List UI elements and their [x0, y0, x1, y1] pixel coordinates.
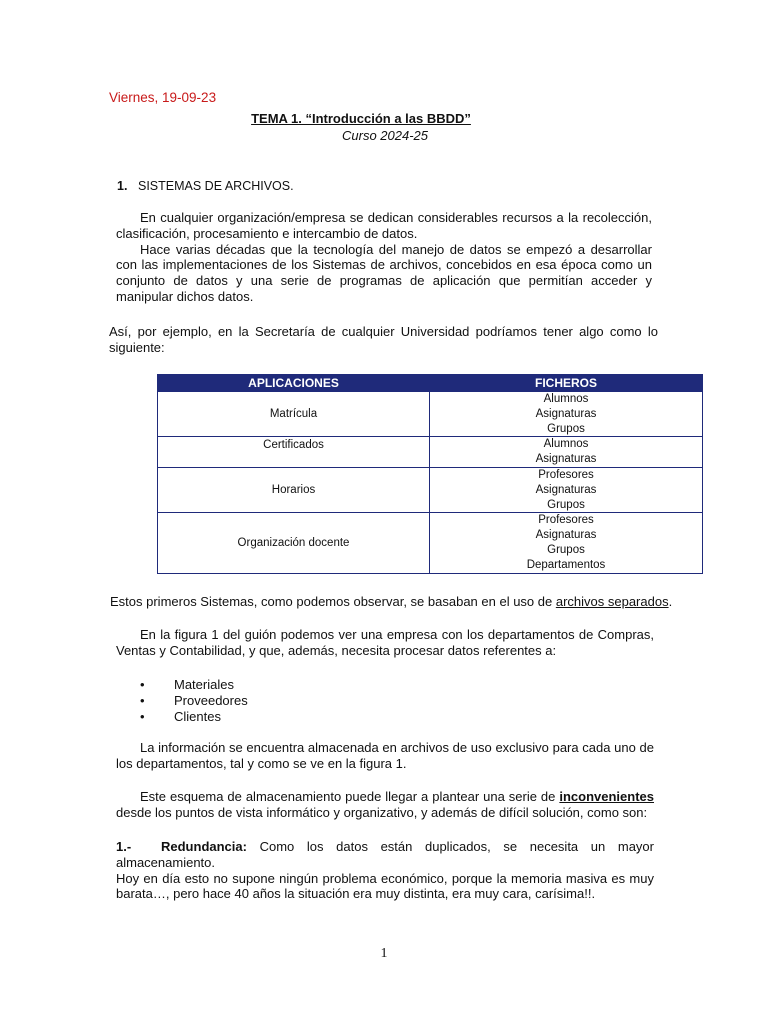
header-aplicaciones: APLICACIONES	[158, 375, 430, 392]
redundancy-note: Hoy en día esto no supone ningún problema económico, porque la memoria masiva es muy barata…, pero hace 40 años la situación era muy distinta, era muy cara, carísima!!.	[116, 870, 654, 902]
file-item: Grupos	[547, 543, 585, 556]
app-cell: Organización docente	[158, 513, 430, 573]
paragraph-1b: Hace varias décadas que la tecnología del manejo de datos se empezó a desarrollar con las implementaciones de los Sistemas de archivos, concebidos en esa época como un conjunto de datos y una serie de programas de aplicación que permitían acceder y manipular dichos datos.	[116, 241, 652, 304]
page-number: 1	[380, 946, 388, 961]
course-subtitle: Curso 2024-25	[342, 128, 428, 143]
redundancy-line	[116, 839, 654, 871]
inconvenientes-bold: inconvenientes	[559, 789, 654, 804]
file-item: Asignaturas	[535, 483, 597, 496]
paragraph-3: En la figura 1 del guión podemos ver una empresa con los departamentos de Compras, Ventas y Contabilidad, y que, además, necesita procesar datos referentes a:	[116, 627, 654, 658]
file-item: Profesores	[538, 514, 594, 527]
file-item: Asignaturas	[535, 529, 597, 542]
app-cell: Horarios	[158, 467, 430, 512]
section-number: 1.	[117, 179, 128, 193]
after-table-paragraph	[110, 594, 672, 609]
files-cell	[430, 437, 703, 468]
file-item: Asignaturas	[535, 407, 597, 420]
list-item: • Proveedores	[140, 693, 248, 709]
paragraph-1a: En cualquier organización/empresa se dedican considerables recursos a la recolección, clasificación, procesamiento e intercambio de datos.	[116, 210, 652, 241]
file-item: Grupos	[547, 422, 585, 435]
files-cell	[430, 513, 703, 573]
list-item: • Clientes	[140, 709, 248, 725]
document-title	[0, 111, 768, 126]
paragraph-5	[116, 789, 654, 821]
files-cell	[430, 392, 703, 437]
file-item: Asignaturas	[535, 453, 597, 466]
table-row	[158, 513, 703, 573]
separate-files-underlined: archivos separados	[555, 594, 669, 609]
p5-rest: desde los puntos de vista informático y organizativo, y además de difícil solución, como son:	[116, 804, 648, 820]
item-number: 1.-	[116, 839, 132, 854]
file-item: Alumnos	[543, 393, 589, 405]
after-table-end: .	[668, 594, 673, 609]
app-cell: Matrícula	[158, 392, 430, 437]
redundancy-item	[116, 839, 654, 902]
after-table-text: Estos primeros Sistemas, como podemos observar, se basaban en el uso de	[110, 594, 556, 609]
file-item: Departamentos	[526, 558, 606, 571]
file-item: Alumnos	[543, 438, 589, 451]
bullet-list	[140, 677, 248, 724]
file-item: Profesores	[538, 468, 594, 481]
table-row	[158, 437, 703, 468]
section-title: SISTEMAS DE ARCHIVOS.	[138, 179, 294, 193]
paragraph-4: La información se encuentra almacenada en archivos de uso exclusivo para cada uno de los departamentos, tal y como se ve en la figura 1.	[116, 740, 654, 771]
header-ficheros: FICHEROS	[430, 375, 703, 392]
paragraph-2: Así, por ejemplo, en la Secretaría de cualquier Universidad podríamos tener algo como lo siguiente:	[109, 324, 658, 355]
file-item: Grupos	[547, 498, 585, 511]
files-cell	[430, 467, 703, 512]
table-row	[158, 467, 703, 512]
applications-table	[157, 374, 703, 574]
document-date: Viernes, 19-09-23	[109, 90, 217, 105]
table-header-row	[158, 375, 703, 392]
title-text: TEMA 1. “Introducción a las BBDD”	[251, 111, 471, 126]
app-cell: Certificados	[158, 437, 430, 468]
section-heading	[117, 179, 294, 193]
redundancy-text: Como los datos están duplicados, se necesita un mayor almacenamiento.	[116, 839, 654, 870]
intro-paragraphs	[116, 210, 652, 305]
redundancy-label: Redundancia:	[161, 839, 247, 854]
p5-text: Este esquema de almacenamiento puede llegar a plantear una serie de	[140, 789, 560, 804]
list-item: • Materiales	[140, 677, 248, 693]
table-row	[158, 392, 703, 437]
